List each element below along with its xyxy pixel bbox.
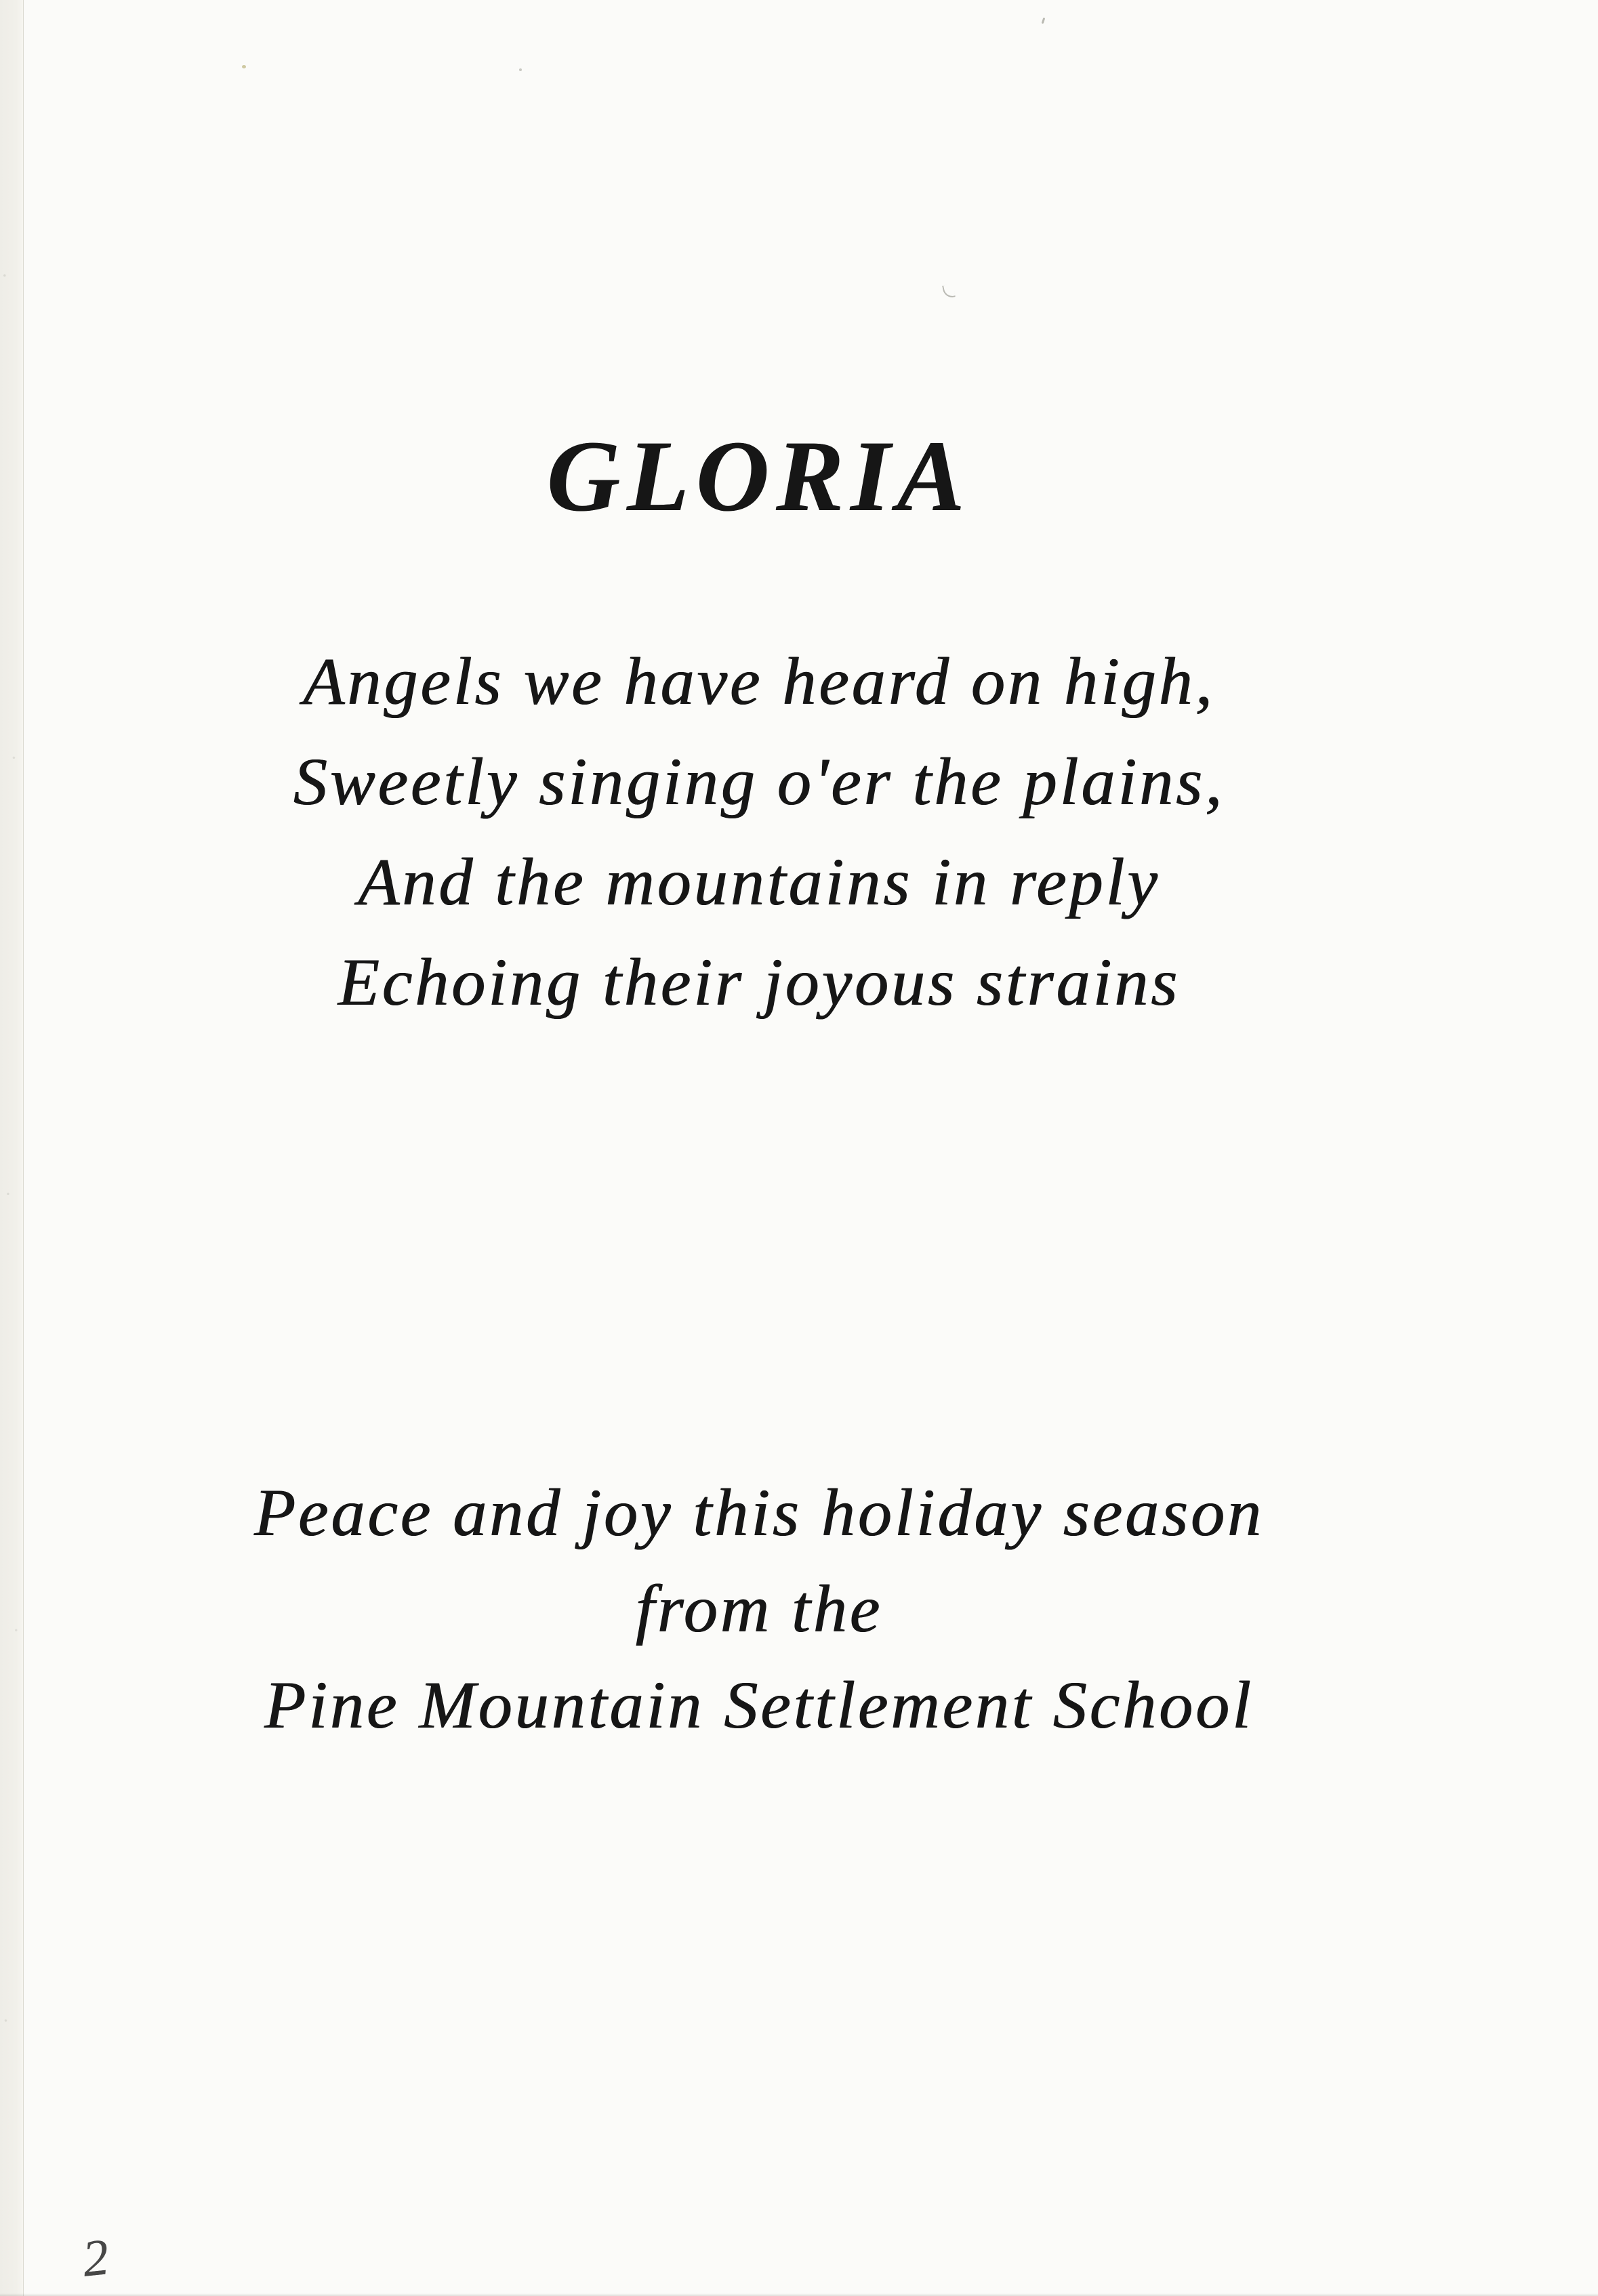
message-line: Peace and joy this holiday season [253,1475,1265,1550]
handwritten-page-number: 2 [79,2228,112,2288]
page-title: GLORIA [546,420,972,533]
message-line: from the [635,1571,883,1646]
pen-curl-mark [942,284,956,299]
verse-line: And the mountains in reply [358,844,1160,919]
message-line: Pine Mountain Settlement School [264,1667,1254,1742]
scan-edge-bottom [0,2293,1598,2296]
verse-line: Echoing their joyous strains [337,944,1181,1020]
greeting-message-block [0,1465,1518,1753]
scan-edge-left [0,0,24,2296]
verse-line: Sweetly singing o'er the plains, [293,744,1225,819]
paper-speck [242,65,246,68]
paper-speck [519,68,522,71]
verse-block [0,631,1518,1032]
paper-speck [1042,18,1046,24]
verse-line: Angels we have heard on high, [303,644,1215,719]
